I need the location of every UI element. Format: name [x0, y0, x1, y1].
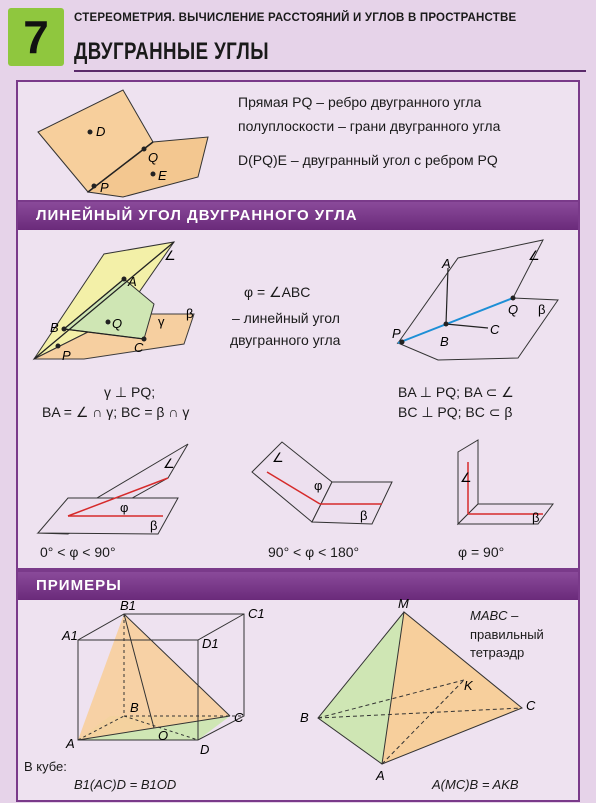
- label-beta-obtuse: β: [360, 508, 368, 523]
- label-a: A: [66, 736, 75, 751]
- label-b-tetra: B: [300, 710, 309, 725]
- label-alpha-right-case: ∠: [460, 470, 472, 485]
- acute-case-label: 0° < φ < 90°: [40, 544, 116, 560]
- label-beta-acute: β: [150, 518, 158, 533]
- label-b-right: B: [440, 334, 449, 349]
- right-relation-2: BC ⊥ PQ; BC ⊂ β: [398, 404, 513, 420]
- linear-def-1: φ = ∠ABC: [244, 284, 311, 300]
- label-c1: C1: [248, 606, 265, 621]
- cube-formula: B1(AC)D = B1OD: [74, 777, 177, 792]
- point-q-label: Q: [148, 150, 159, 165]
- label-beta-left: β: [186, 306, 194, 321]
- label-phi-obtuse: φ: [314, 478, 323, 493]
- cube-figure: [62, 598, 282, 758]
- label-phi-acute: φ: [120, 500, 129, 515]
- label-q-right: Q: [508, 302, 519, 317]
- label-c-tetra: C: [526, 698, 536, 713]
- label-b: B: [130, 700, 139, 715]
- tetra-formula: A(MC)B = AKB: [432, 777, 519, 792]
- label-c-right: C: [490, 322, 500, 337]
- tetra-note-1: MABC –: [470, 608, 519, 623]
- label-m: M: [398, 596, 409, 611]
- title-underline: [74, 70, 586, 72]
- label-q-left: Q: [112, 316, 123, 331]
- point-d-label: D: [96, 124, 106, 139]
- intro-line-1: Прямая PQ – ребро двугранного угла: [238, 94, 482, 110]
- page-supertitle: СТЕРЕОМЕТРИЯ. ВЫЧИСЛЕНИЕ РАССТОЯНИЙ И УГЛОВ В ПРОСТРАНСТВЕ: [74, 12, 517, 24]
- label-p-right: P: [392, 326, 401, 341]
- right-case-label: φ = 90°: [458, 544, 505, 560]
- right-case-figure: [438, 432, 568, 542]
- tetra-note-3: тетраэдр: [470, 645, 525, 660]
- left-relation-2: BA = ∠ ∩ γ; BC = β ∩ γ: [42, 404, 190, 420]
- label-alpha-acute: ∠: [163, 456, 175, 471]
- label-a1: A1: [62, 628, 78, 643]
- dihedral-angle-figure: [28, 82, 228, 200]
- label-d: D: [200, 742, 210, 757]
- label-beta-right-case: β: [532, 510, 540, 525]
- point-e-label: E: [158, 168, 167, 183]
- acute-case-figure: [28, 438, 198, 538]
- label-alpha-left: ∠: [164, 248, 176, 263]
- section-number: 7: [23, 11, 49, 63]
- point-p-label: P: [100, 180, 109, 195]
- label-alpha-obtuse: ∠: [272, 450, 284, 465]
- tetra-note-2: правильный: [470, 627, 544, 642]
- section-number-badge: [8, 8, 64, 66]
- obtuse-case-label: 90° < φ < 180°: [268, 544, 360, 560]
- linear-def-3: двугранного угла: [230, 332, 341, 348]
- intro-line-3: D(PQ)E – двугранный угол с ребром PQ: [238, 152, 498, 168]
- label-o: O: [158, 728, 169, 743]
- label-c-left: C: [134, 340, 144, 355]
- label-b-left: B: [50, 320, 59, 335]
- left-relation-1: γ ⊥ PQ;: [104, 384, 156, 400]
- obtuse-case-figure: [232, 432, 402, 542]
- examples-panel: [16, 570, 580, 802]
- label-b1: B1: [120, 598, 136, 613]
- label-d1: D1: [202, 636, 219, 651]
- linear-def-2: – линейный угол: [232, 310, 340, 326]
- label-beta-right: β: [538, 302, 546, 317]
- examples-heading: ПРИМЕРЫ: [18, 572, 578, 600]
- label-a-tetra: A: [376, 768, 385, 783]
- label-k: K: [464, 678, 473, 693]
- label-alpha-right: ∠: [528, 248, 540, 263]
- label-gamma-left: γ: [158, 314, 165, 329]
- linear-angle-figure-left: [24, 234, 214, 374]
- label-a-right: A: [442, 256, 451, 271]
- linear-angle-panel: [16, 200, 580, 570]
- cube-caption: В кубе:: [24, 759, 67, 774]
- label-p-left: P: [62, 348, 71, 363]
- right-relation-1: BA ⊥ PQ; BA ⊂ ∠: [398, 384, 514, 400]
- linear-angle-figure-right: [388, 238, 568, 368]
- intro-panel: [16, 80, 580, 202]
- linear-angle-heading: ЛИНЕЙНЫЙ УГОЛ ДВУГРАННОГО УГЛА: [18, 202, 578, 230]
- label-c: C: [234, 710, 244, 725]
- intro-line-2: полуплоскости – грани двугранного угла: [238, 118, 501, 134]
- label-a-left: A: [128, 274, 137, 289]
- page-title: ДВУГРАННЫЕ УГЛЫ: [74, 38, 269, 65]
